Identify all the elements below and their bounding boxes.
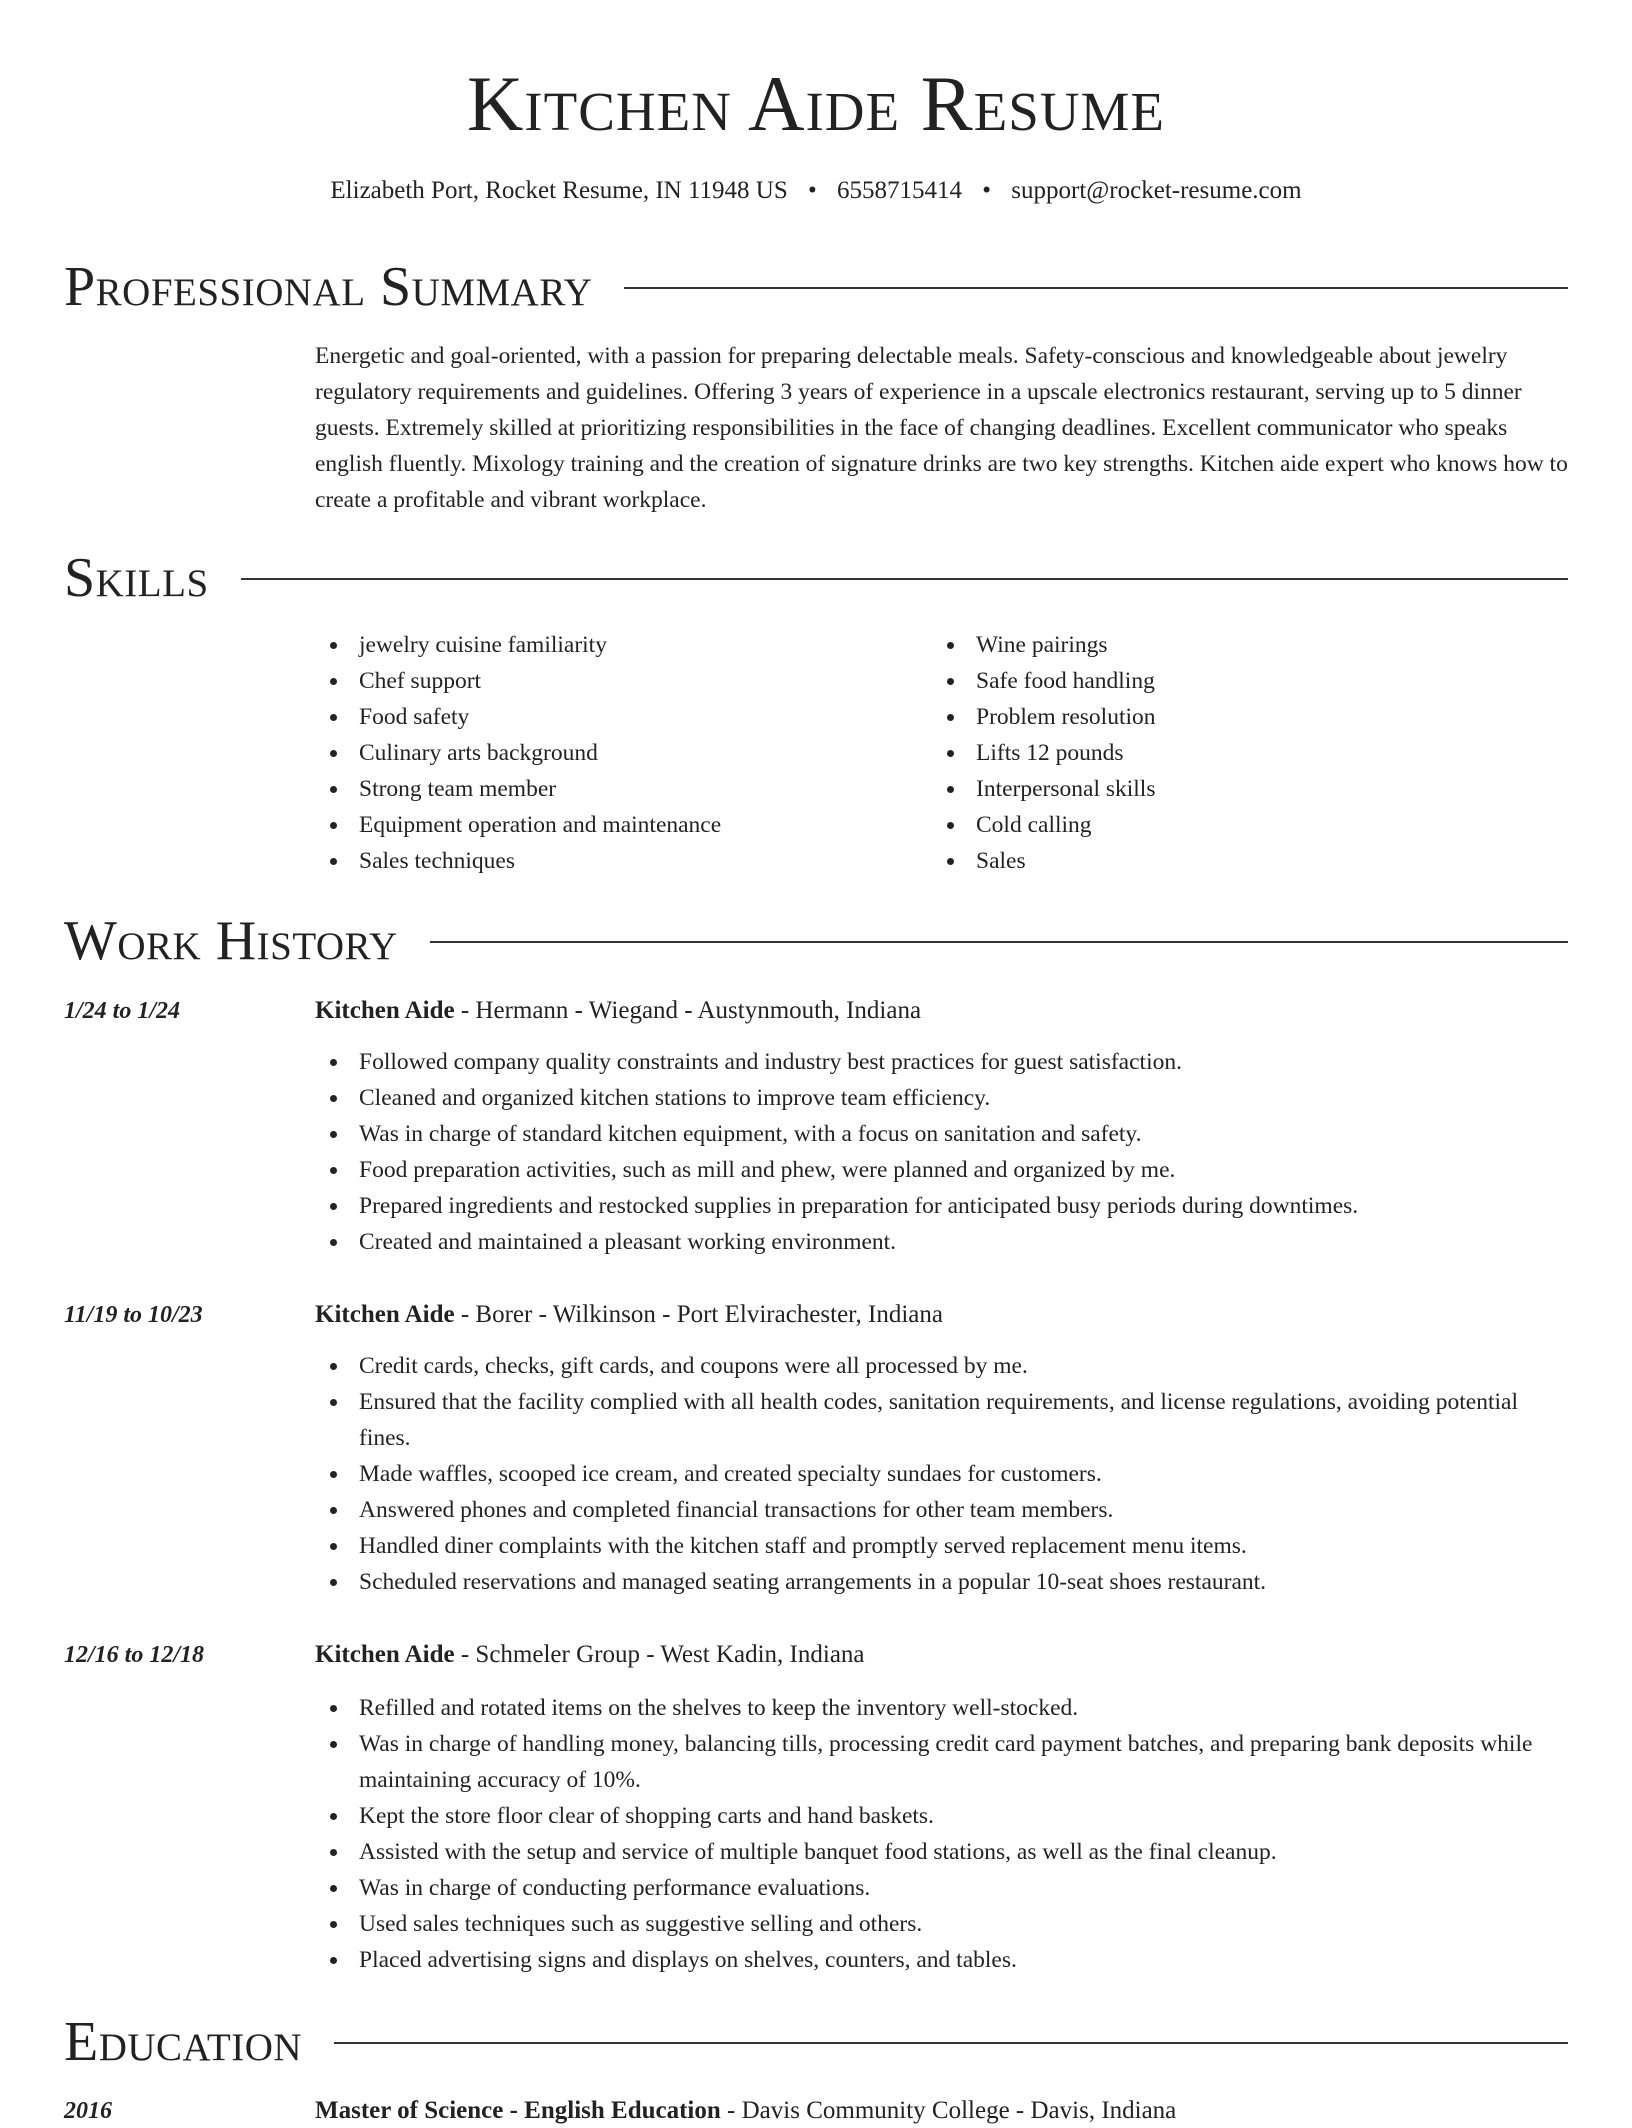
- section-education-header: [64, 2010, 1568, 2074]
- job-title: Kitchen Aide: [315, 1641, 455, 1668]
- section-work-header: [64, 909, 1568, 973]
- job-bullet: Prepared ingredients and restocked supplies in preparation for anticipated busy periods during downtimes.: [315, 1188, 1568, 1224]
- section-skills-header: [64, 546, 1568, 610]
- skill-item: Lifts 12 pounds: [932, 735, 1156, 771]
- job-bullets: [315, 1690, 1568, 1978]
- section-divider: [241, 578, 1568, 580]
- section-work-title: Work History: [64, 910, 398, 972]
- job-title: Kitchen Aide: [315, 997, 455, 1024]
- section-summary-title: Professional Summary: [64, 256, 593, 318]
- job-bullet: Food preparation activities, such as mill and phew, were planned and organized by me.: [315, 1152, 1568, 1188]
- skill-item: Cold calling: [932, 807, 1156, 843]
- job-bullet: Credit cards, checks, gift cards, and coupons were all processed by me.: [315, 1348, 1568, 1384]
- job-employer: - Borer - Wilkinson - Port Elvirachester, Indiana: [454, 1301, 943, 1328]
- skill-item: Interpersonal skills: [932, 771, 1156, 807]
- job-role-line: [315, 1638, 865, 1672]
- job-bullet: Created and maintained a pleasant working environment.: [315, 1224, 1568, 1260]
- contact-address: Elizabeth Port, Rocket Resume, IN 11948 US: [330, 177, 788, 204]
- job-bullet: Ensured that the facility complied with all health codes, sanitation requirements, and license regulations, avoiding potential fines.: [315, 1384, 1568, 1456]
- skill-item: Culinary arts background: [315, 735, 721, 771]
- skill-item: Strong team member: [315, 771, 721, 807]
- contact-separator: •: [808, 177, 817, 204]
- job-employer: - Hermann - Wiegand - Austynmouth, Indiana: [454, 997, 922, 1024]
- skill-item: Safe food handling: [932, 663, 1156, 699]
- contact-line: [0, 174, 1632, 208]
- job-bullet: Answered phones and completed financial transactions for other team members.: [315, 1492, 1568, 1528]
- job-bullet: Made waffles, scooped ice cream, and created specialty sundaes for customers.: [315, 1456, 1568, 1492]
- job-bullet: Handled diner complaints with the kitchen staff and promptly served replacement menu items.: [315, 1528, 1568, 1564]
- job-bullet: Kept the store floor clear of shopping carts and hand baskets.: [315, 1798, 1568, 1834]
- skill-item: Wine pairings: [932, 627, 1156, 663]
- skills-list-right: [932, 627, 1156, 879]
- job-bullet: Used sales techniques such as suggestive selling and others.: [315, 1906, 1568, 1942]
- job-dates: 1/24 to 1/24: [64, 998, 181, 1024]
- education-degree: Master of Science - English Education: [315, 2097, 721, 2124]
- skill-item: jewelry cuisine familiarity: [315, 627, 721, 663]
- job-title: Kitchen Aide: [315, 1301, 455, 1328]
- skill-item: Equipment operation and maintenance: [315, 807, 721, 843]
- contact-separator: •: [982, 177, 992, 204]
- job-bullets: [315, 1044, 1568, 1260]
- skill-item: Sales: [932, 843, 1156, 879]
- job-bullet: Refilled and rotated items on the shelves to keep the inventory well-stocked.: [315, 1690, 1568, 1726]
- skill-item: Problem resolution: [932, 699, 1156, 735]
- resume-title: Kitchen Aide Resume: [466, 60, 1166, 147]
- job-bullets: [315, 1348, 1568, 1600]
- job-bullet: Scheduled reservations and managed seating arrangements in a popular 10-seat shoes restaurant.: [315, 1564, 1568, 1600]
- section-summary-header: [64, 255, 1568, 319]
- job-bullet: Was in charge of conducting performance evaluations.: [315, 1870, 1568, 1906]
- contact-email[interactable]: support@rocket-resume.com: [1011, 177, 1302, 204]
- skill-item: Sales techniques: [315, 843, 721, 879]
- education-line: [315, 2094, 1176, 2128]
- section-divider: [430, 941, 1568, 943]
- job-role-line: [315, 994, 921, 1028]
- education-school: - Davis Community College - Davis, Indiana: [720, 2097, 1177, 2124]
- education-dates: 2016: [64, 2098, 112, 2124]
- contact-phone[interactable]: 6558715414: [837, 177, 963, 204]
- summary-text: Energetic and goal-oriented, with a passion for preparing delectable meals. Safety-conscious and knowledgeable about jewelry regulatory requirements and guidelines. Offering 3 years of experience in a upscale electronics restaurant, serving up to 5 dinner guests. Extremely skilled at prioritizing responsibilities in the face of changing deadlines. Excellent communicator who speaks english fluently. Mixology training and the creation of signature drinks are two key strengths. Kitchen aide expert who knows how to create a profitable and vibrant workplace.: [315, 343, 1568, 513]
- job-dates: 12/16 to 12/18: [64, 1642, 205, 1668]
- section-skills-title: Skills: [64, 547, 209, 609]
- job-role-line: [315, 1298, 943, 1332]
- job-dates: 11/19 to 10/23: [64, 1302, 203, 1328]
- job-bullet: Placed advertising signs and displays on shelves, counters, and tables.: [315, 1942, 1568, 1978]
- job-bullet: Cleaned and organized kitchen stations to improve team efficiency.: [315, 1080, 1568, 1116]
- job-bullet: Followed company quality constraints and industry best practices for guest satisfaction.: [315, 1044, 1568, 1080]
- skills-list-left: [315, 627, 721, 879]
- skill-item: Chef support: [315, 663, 721, 699]
- skill-item: Food safety: [315, 699, 721, 735]
- section-divider: [624, 287, 1568, 289]
- job-bullet: Was in charge of standard kitchen equipment, with a focus on sanitation and safety.: [315, 1116, 1568, 1152]
- section-education-title: Education: [64, 2011, 303, 2073]
- section-divider: [334, 2042, 1568, 2044]
- job-employer: - Schmeler Group - West Kadin, Indiana: [454, 1641, 865, 1668]
- job-bullet: Was in charge of handling money, balancing tills, processing credit card payment batches, and preparing bank deposits while maintaining accuracy of 10%.: [315, 1726, 1568, 1798]
- job-bullet: Assisted with the setup and service of multiple banquet food stations, as well as the final cleanup.: [315, 1834, 1568, 1870]
